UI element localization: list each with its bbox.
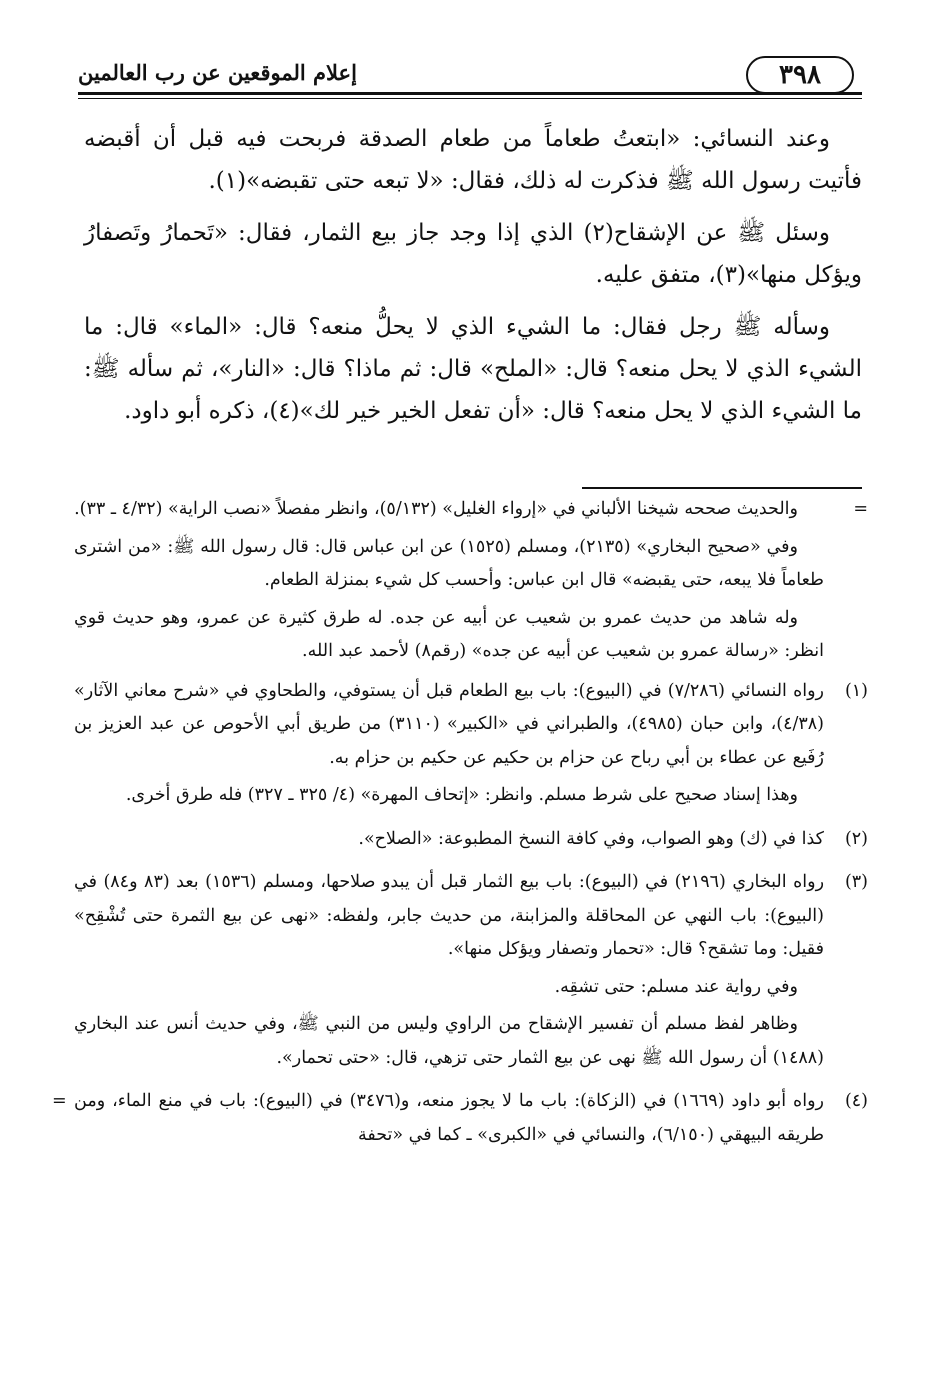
main-text — [84, 118, 862, 442]
footnotes — [52, 493, 868, 1162]
footnote-4 — [52, 1085, 868, 1156]
footnote-2 — [74, 823, 868, 861]
footnote-1-para-2: وهذا إسناد صحيح على شرط مسلم. وانظر: «إتحاف المهرة» (٤/ ٣٢٥ ـ ٣٢٧) فله طرق أخرى. — [125, 785, 798, 805]
paragraph-nasai: وعند النسائي: «ابتعتُ طعاماً من طعام الصدقة فربحت فيه قبل أن أقبضه فأتيت رسول الله ﷺ فذكرت له ذلك، فقال: «لا تبعه حتى تقبضه»(١). — [84, 126, 862, 194]
footnote-continuation — [74, 493, 868, 669]
footnote-1-para-1: رواه النسائي (٧/٢٨٦) في (البيوع): باب بيع الطعام قبل أن يستوفي، والطحاوي في «شرح معاني الآثار» (٤/٣٨)، وابن حبان (٤٩٨٥)، والطبراني في «الكبير» (٣١١٠) من طريق أبي الأحوص عن عبد العزيز بن رُفَيع عن عطاء بن أبي رباح عن حزام بن حكيم عن حكيم بن حزام به. — [74, 680, 824, 768]
footnote-1 — [74, 675, 868, 817]
continuation-para-2: وفي «صحيح البخاري» (٢١٣٥)، ومسلم (١٥٢٥) عن ابن عباس قال: قال رسول الله ﷺ: «من اشترى طعاماً فلا يبعه، حتى يقبضه» قال ابن عباس: وأحسب كل شيء بمنزلة الطعام. — [74, 536, 824, 590]
paragraph-water: وسأله ﷺ رجل فقال: ما الشيء الذي لا يحلُّ منعه؟ قال: «الماء» قال: ما الشيء الذي لا يحل منعه؟ قال: «الملح» قال: ثم ماذا؟ قال: «النار»، ثم سأله ﷺ: ما الشيء الذي لا يحل منعه؟ قال: «أن تفعل الخير خير لك»(٤)، ذكره أبو داود. — [84, 314, 862, 424]
continuation-marker: = — [853, 499, 868, 519]
footnote-3 — [74, 866, 868, 1079]
page-number: ٣٩٨ — [746, 56, 854, 94]
continuation-para-3: وله شاهد من حديث عمرو بن شعيب عن أبيه عن جده. له طرق كثيرة عن عمرو، وهو حديث قوي انظر: «رسالة عمرو بن شعيب عن أبيه عن جده» (رقم٨) لأحمد عبد الله. — [74, 607, 824, 661]
paragraph-ishqah: وسئل ﷺ عن الإشقاح(٢) الذي إذا وجد جاز بيع الثمار، فقال: «تَحمارُ وتَصفارُ ويؤكل منها»(٣)، متفق عليه. — [84, 220, 862, 288]
header-rule-thin — [78, 98, 862, 99]
footnote-number: (٣) — [844, 872, 868, 892]
running-header — [78, 52, 862, 96]
footnote-number: (٤) — [844, 1091, 868, 1111]
footnote-3-para-1: رواه البخاري (٢١٩٦) في (البيوع): باب بيع الثمار قبل أن يبدو صلاحها، ومسلم (١٥٣٦) بعد (٨٣ و٨٤) في (البيوع): باب النهي عن المحاقلة والمزابنة، من حديث جابر، ولفظه: «نهى عن بيع الثمرة حتى تُشْقِح» فقيل: وما تشقح؟ قال: «تحمار وتصفار ويؤكل منها». — [74, 872, 825, 959]
footnote-number: (٢) — [844, 828, 868, 849]
footnote-number: (١) — [844, 680, 868, 701]
book-title: إعلام الموقعين عن رب العالمين — [78, 60, 357, 85]
header-rule-thick — [78, 92, 862, 95]
continuation-marker-end: = — [52, 1091, 67, 1111]
footnote-4-para-1: رواه أبو داود (١٦٦٩) في (الزكاة): باب ما لا يجوز منعه، و(٣٤٧٦) في (البيوع): باب في منع الماء، ومن طريقه البيهقي (٦/١٥٠)، والنسائي في «الكبرى» ـ كما في «تحفة — [74, 1091, 824, 1145]
footnote-2-para-1: كذا في (ك) وهو الصواب، وفي كافة النسخ المطبوعة: «الصلاح». — [358, 828, 824, 849]
continuation-para-1: والحديث صححه شيخنا الألباني في «إرواء الغليل» (٥/١٣٢)، وانظر مفصلاً «نصب الراية» (٤/٣٢ ـ ٣٣). — [74, 499, 798, 519]
footnote-3-para-3: وظاهر لفظ مسلم أن تفسير الإشقاح من الراوي وليس من النبي ﷺ، وفي حديث أنس عند البخاري (١٤٨٨) أن رسول الله ﷺ نهى عن بيع الثمار حتى تزهي، قال: «حتى تحمار». — [74, 1014, 824, 1068]
footnote-3-para-2: وفي رواية عند مسلم: حتى تشقِه. — [554, 976, 798, 997]
footnote-separator — [582, 487, 862, 489]
